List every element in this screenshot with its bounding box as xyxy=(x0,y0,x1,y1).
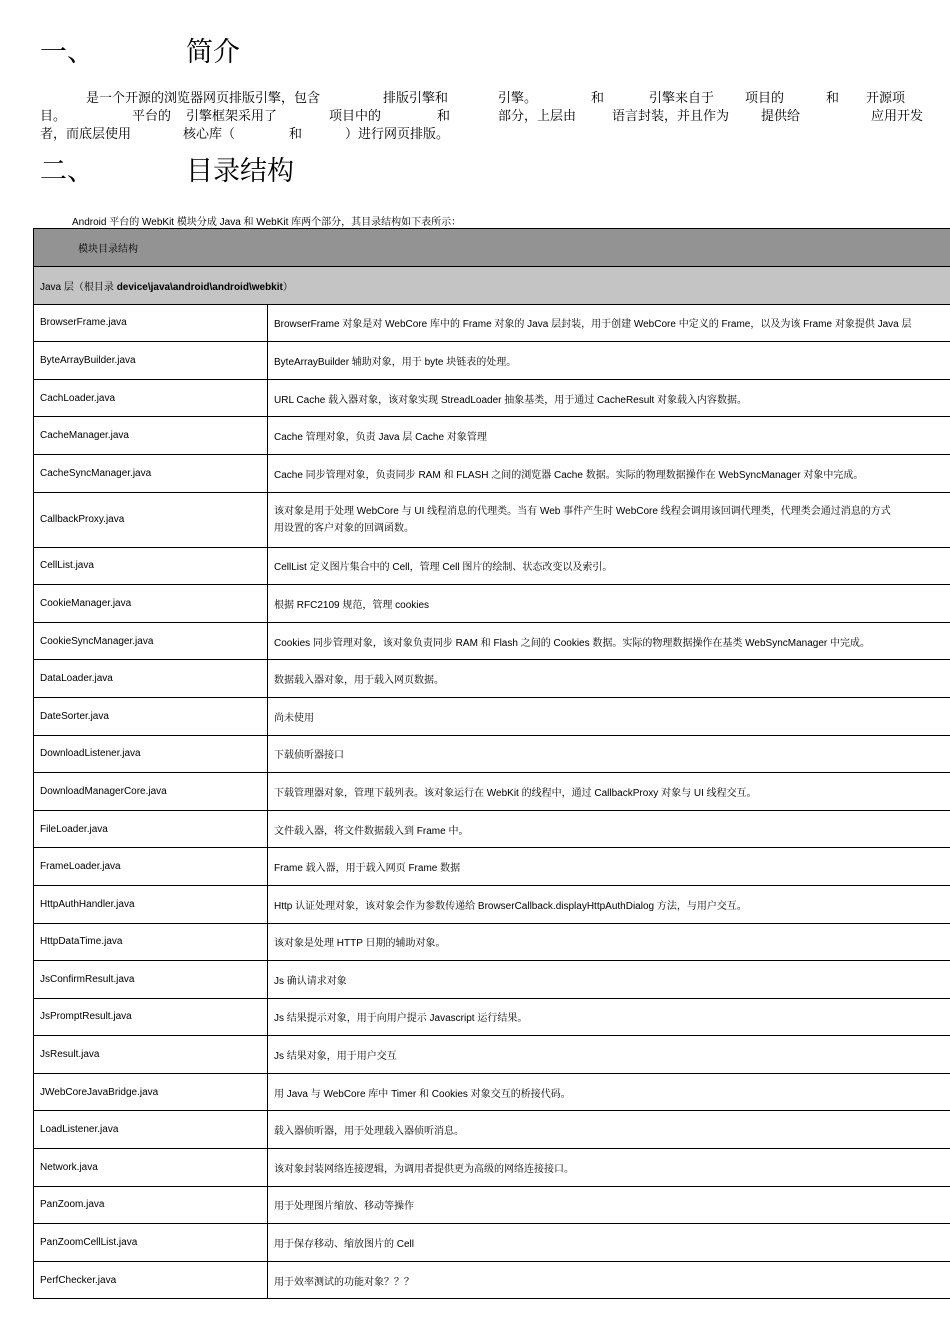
table-header-row xyxy=(34,229,950,267)
table-row xyxy=(34,585,950,623)
intro-line xyxy=(40,90,912,108)
description-cell: Js 结果对象，用于用户交互 xyxy=(268,1036,950,1074)
section-heading-structure xyxy=(40,149,294,188)
section-title: 目录结构 xyxy=(186,156,294,187)
file-name-cell: HttpDataTime.java xyxy=(34,923,268,961)
intro-text: 目。 xyxy=(40,109,67,124)
description-cell: 下载侦听器接口 xyxy=(268,735,950,773)
intro-text: 者，而底层使用 xyxy=(40,127,132,142)
description-cell: Js 结果提示对象，用于向用户提示 Javascript 运行结果。 xyxy=(268,998,950,1036)
file-name-cell: BrowserFrame.java xyxy=(34,304,268,342)
description-cell: 载入器侦听器，用于处理载入器侦听消息。 xyxy=(268,1111,950,1149)
intro-text: 提供给 xyxy=(761,109,801,124)
description-cell: 用于处理图片缩放、移动等操作 xyxy=(268,1186,950,1224)
file-name-cell: ByteArrayBuilder.java xyxy=(34,342,268,380)
table-row xyxy=(34,885,950,923)
table-section-row xyxy=(34,266,950,304)
description-cell: 下载管理器对象，管理下载列表。该对象运行在 WebKit 的线程中，通过 CallbackProxy 对象与 UI 线程交互。 xyxy=(268,773,950,811)
intro-line xyxy=(40,108,924,126)
section-number: 二、 xyxy=(40,156,94,187)
table-row xyxy=(34,304,950,342)
description-cell: 用于效率测试的功能对象？？？ xyxy=(268,1261,950,1299)
intro-text: 是一个开源的浏览器网页排版引擎，包含 xyxy=(86,91,321,106)
intro-text: 和 xyxy=(826,91,840,106)
file-name-cell: DataLoader.java xyxy=(34,660,268,698)
intro-text: 和 xyxy=(289,127,303,142)
file-name-cell: HttpAuthHandler.java xyxy=(34,885,268,923)
table-row xyxy=(34,1224,950,1262)
file-name-cell: CallbackProxy.java xyxy=(34,492,268,547)
intro-text: 语言封装，并且作为 xyxy=(612,109,730,124)
section-label-text: Java 层（根目录 xyxy=(40,281,117,293)
intro-text: 引擎来自于 xyxy=(649,91,715,106)
intro-text: ）进行网页排版。 xyxy=(345,127,450,142)
intro-text: 和 xyxy=(591,91,605,106)
file-name-cell: JsConfirmResult.java xyxy=(34,961,268,999)
file-name-cell: FileLoader.java xyxy=(34,810,268,848)
intro-paragraph xyxy=(40,90,924,144)
file-name-cell: Network.java xyxy=(34,1149,268,1187)
file-name-cell: PerfChecker.java xyxy=(34,1261,268,1299)
description-cell: Cache 同步管理对象，负责同步 RAM 和 FLASH 之间的浏览器 Cache 数据。实际的物理数据操作在 WebSyncManager 对象中完成。 xyxy=(268,454,950,492)
description-cell: Http 认证处理对象，该对象会作为参数传递给 BrowserCallback.displayHttpAuthDialog 方法，与用户交互。 xyxy=(268,885,950,923)
section-heading-intro xyxy=(40,30,240,69)
table-row xyxy=(34,848,950,886)
table-row xyxy=(34,697,950,735)
intro-text: 平台的 xyxy=(132,109,172,124)
table-row xyxy=(34,547,950,585)
file-name-cell: CellList.java xyxy=(34,547,268,585)
intro-text: 开源项 xyxy=(866,91,906,106)
table-row xyxy=(34,379,950,417)
table-row xyxy=(34,1149,950,1187)
table-row xyxy=(34,923,950,961)
section-label-close: ） xyxy=(282,281,293,293)
description-cell: 该对象封装网络连接逻辑，为调用者提供更为高级的网络连接接口。 xyxy=(268,1149,950,1187)
table-row xyxy=(34,773,950,811)
table-caption: Android 平台的 WebKit 模块分成 Java 和 WebKit 库两个部分，其目录结构如下表所示： xyxy=(72,217,462,228)
directory-table xyxy=(33,228,950,1299)
section-path: device\java\android\android\webkit xyxy=(116,281,283,293)
description-cell: ByteArrayBuilder 辅助对象，用于 byte 块链表的处理。 xyxy=(268,342,950,380)
description-cell: 根据 RFC2109 规范，管理 cookies xyxy=(268,585,950,623)
table-row xyxy=(34,417,950,455)
table-row xyxy=(34,454,950,492)
file-name-cell: CacheSyncManager.java xyxy=(34,454,268,492)
description-cell: Cache 管理对象，负责 Java 层 Cache 对象管理 xyxy=(268,417,950,455)
intro-text: 排版引擎和 xyxy=(383,91,449,106)
table-header: 模块目录结构 xyxy=(34,229,950,267)
intro-text: 应用开发 xyxy=(871,109,924,124)
description-cell: CellList 定义图片集合中的 Cell，管理 Cell 图片的绘制、状态改变以及索引。 xyxy=(268,547,950,585)
file-name-cell: JWebCoreJavaBridge.java xyxy=(34,1073,268,1111)
intro-text: 和 xyxy=(437,109,451,124)
description-cell: BrowserFrame 对象是对 WebCore 库中的 Frame 对象的 Java 层封装，用于创建 WebCore 中定义的 Frame，以及为该 Frame 对象提供 Java 层 xyxy=(268,304,950,342)
description-line: 用设置的客户对象的回调函数。 xyxy=(274,522,414,534)
file-name-cell: JsPromptResult.java xyxy=(34,998,268,1036)
table-row xyxy=(34,735,950,773)
file-name-cell: CacheManager.java xyxy=(34,417,268,455)
description-cell: 该对象是处理 HTTP 日期的辅助对象。 xyxy=(268,923,950,961)
description-cell: URL Cache 载入器对象，该对象实现 StreadLoader 抽象基类，用于通过 CacheResult 对象载入内容数据。 xyxy=(268,379,950,417)
description-line: 该对象是用于处理 WebCore 与 UI 线程消息的代理类。当有 Web 事件产生时 WebCore 线程会调用该回调代理类，代理类会通过消息的方式 xyxy=(274,505,891,517)
file-name-cell: PanZoomCellList.java xyxy=(34,1224,268,1262)
table-row xyxy=(34,660,950,698)
table-row xyxy=(34,998,950,1036)
file-name-cell: CachLoader.java xyxy=(34,379,268,417)
intro-text: 项目中的 xyxy=(329,109,382,124)
description-cell: Frame 载入器，用于载入网页 Frame 数据 xyxy=(268,848,950,886)
table-row xyxy=(34,1186,950,1224)
intro-text: 引擎。 xyxy=(498,91,538,106)
intro-text: 部分，上层由 xyxy=(498,109,577,124)
description-cell: 文件载入器，将文件数据载入到 Frame 中。 xyxy=(268,810,950,848)
file-name-cell: PanZoom.java xyxy=(34,1186,268,1224)
intro-text: 核心库（ xyxy=(183,127,236,142)
description-cell: 数据载入器对象，用于载入网页数据。 xyxy=(268,660,950,698)
file-name-cell: DateSorter.java xyxy=(34,697,268,735)
intro-line xyxy=(40,126,912,144)
intro-text: 引擎框架采用了 xyxy=(186,109,278,124)
description-cell: 用于保存移动、缩放图片的 Cell xyxy=(268,1224,950,1262)
section-label xyxy=(34,266,950,304)
file-name-cell: LoadListener.java xyxy=(34,1111,268,1149)
description-cell: Js 确认请求对象 xyxy=(268,961,950,999)
description-cell xyxy=(268,492,950,547)
file-name-cell: DownloadListener.java xyxy=(34,735,268,773)
table-row xyxy=(34,492,950,547)
file-name-cell: DownloadManagerCore.java xyxy=(34,773,268,811)
table-row xyxy=(34,810,950,848)
table-row xyxy=(34,1261,950,1299)
section-number: 一、 xyxy=(40,37,94,68)
file-name-cell: FrameLoader.java xyxy=(34,848,268,886)
table-row xyxy=(34,1073,950,1111)
file-name-cell: CookieSyncManager.java xyxy=(34,622,268,660)
table-row xyxy=(34,961,950,999)
table-row xyxy=(34,1111,950,1149)
description-cell: 用 Java 与 WebCore 库中 Timer 和 Cookies 对象交互的桥接代码。 xyxy=(268,1073,950,1111)
description-cell: Cookies 同步管理对象，该对象负责同步 RAM 和 Flash 之间的 Cookies 数据。实际的物理数据操作在基类 WebSyncManager 中完成。 xyxy=(268,622,950,660)
table-row xyxy=(34,1036,950,1074)
table-row xyxy=(34,342,950,380)
intro-text: 项目的 xyxy=(745,91,785,106)
section-title: 简介 xyxy=(186,37,240,68)
file-name-cell: JsResult.java xyxy=(34,1036,268,1074)
file-name-cell: CookieManager.java xyxy=(34,585,268,623)
description-cell: 尚未使用 xyxy=(268,697,950,735)
table-row xyxy=(34,622,950,660)
